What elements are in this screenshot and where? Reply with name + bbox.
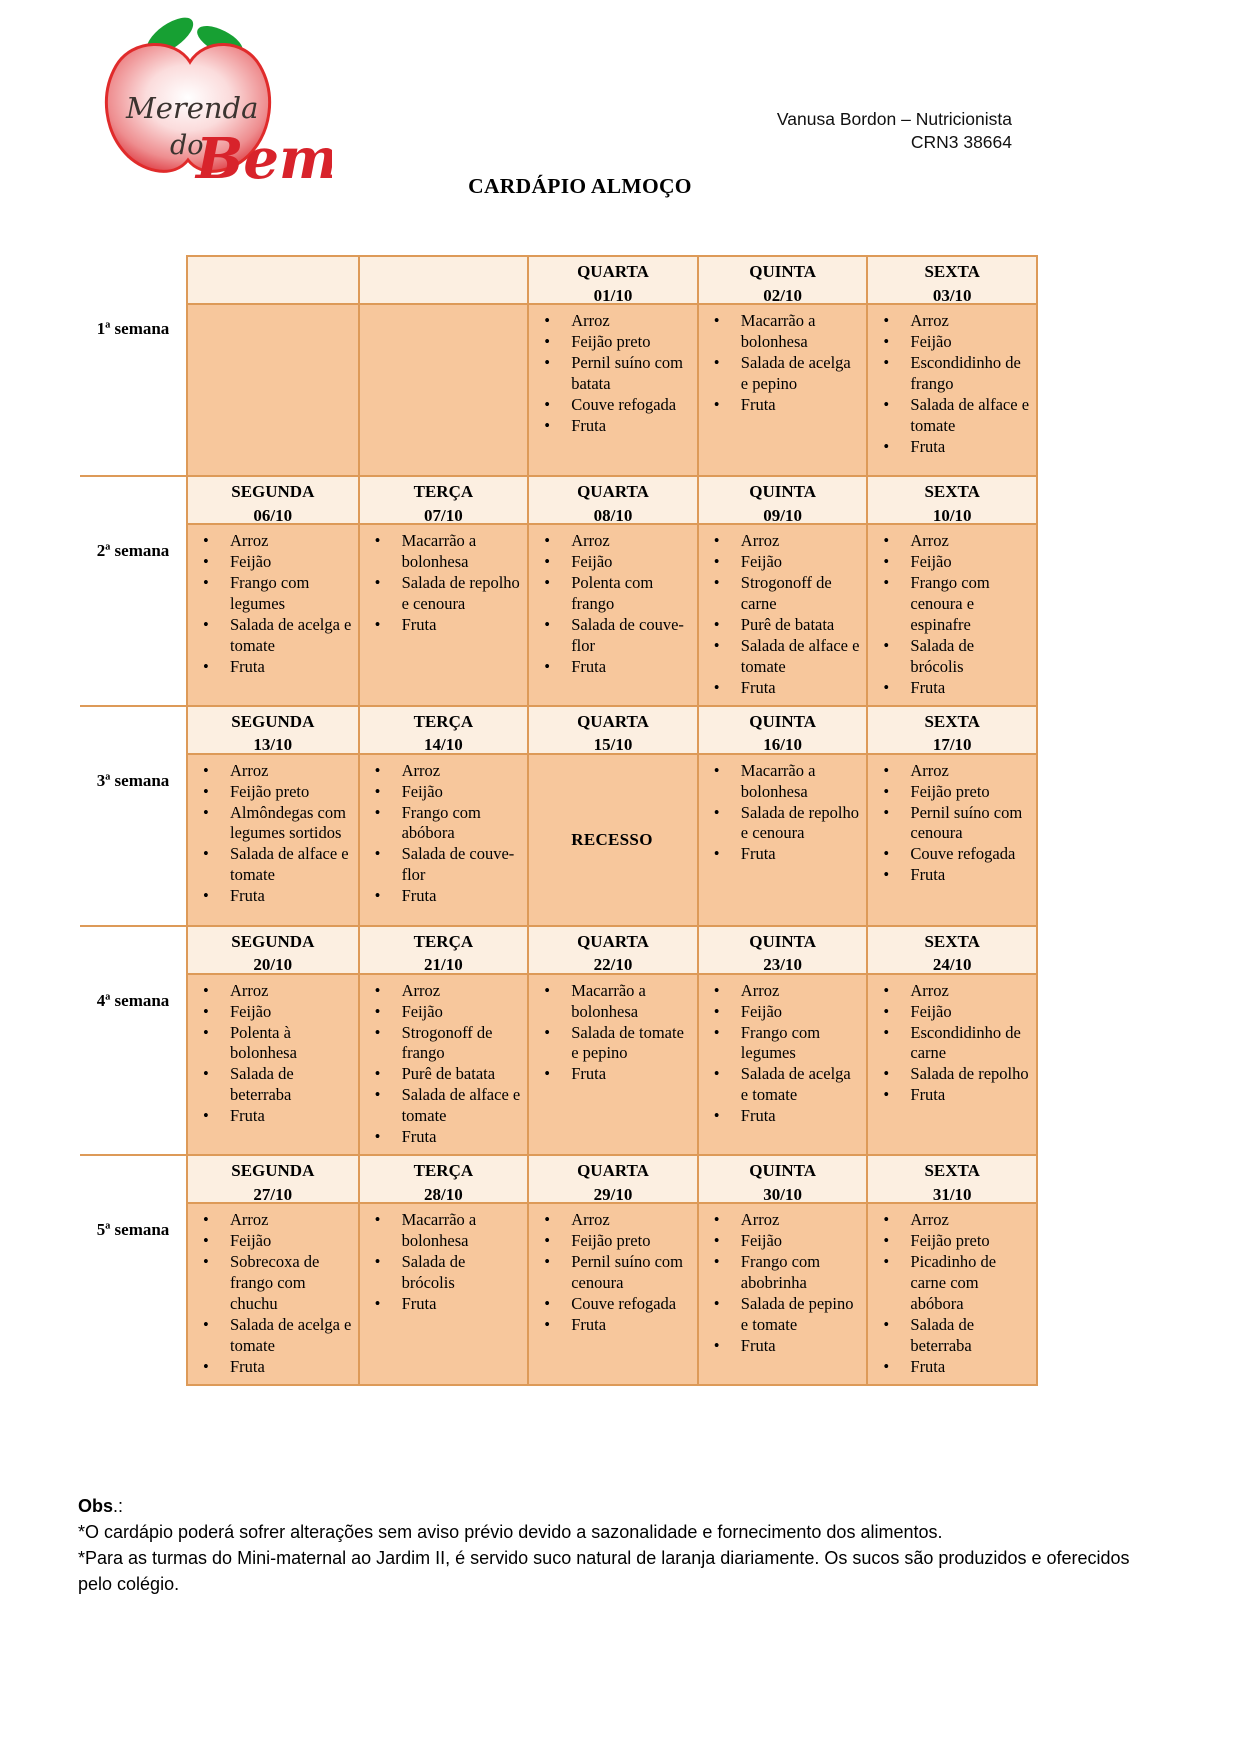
- day-date: 07/10: [424, 505, 463, 525]
- credit-crn: CRN3 38664: [910, 131, 1012, 152]
- menu-item: • Salada de alface e tomate: [188, 844, 356, 886]
- day-header-cell: [188, 257, 358, 305]
- day-header-cell: [358, 707, 528, 755]
- day-date: 16/10: [763, 735, 802, 755]
- menu-item: • Arroz: [188, 1210, 356, 1231]
- day-header-cell: [527, 707, 697, 755]
- day-header-cell: [866, 927, 1036, 975]
- menu-item: • Pernil suíno com batata: [529, 353, 695, 395]
- menu-item: • Salada de repolho: [868, 1064, 1034, 1085]
- day-header-cell: [697, 1156, 867, 1204]
- menu-item: • Salada de alface e tomate: [699, 636, 865, 678]
- menu-item: • Arroz: [699, 981, 865, 1002]
- menu-list: [529, 311, 695, 437]
- day-name: TERÇA: [413, 1161, 474, 1181]
- notes-heading: [78, 1493, 1166, 1519]
- day-name: QUINTA: [749, 1161, 816, 1181]
- menu-list: [529, 1210, 695, 1336]
- menu-item: • Purê de batata: [699, 615, 865, 636]
- day-name: SEGUNDA: [231, 931, 315, 951]
- day-name: SEXTA: [924, 262, 980, 281]
- menu-item: • Arroz: [188, 531, 356, 552]
- menu-cell: [358, 525, 528, 705]
- menu-item: • Salada de brócolis: [360, 1252, 526, 1294]
- menu-cell: [866, 755, 1036, 925]
- menu-item: • Salada de pepino e tomate: [699, 1294, 865, 1336]
- day-header-cell: [866, 477, 1036, 525]
- menu-item: • Arroz: [529, 311, 695, 332]
- logo-word-bem: Bem: [196, 126, 332, 190]
- menu-item: • Fruta: [699, 395, 865, 416]
- menu-item: • Feijão: [360, 1002, 526, 1023]
- day-header-cell: [697, 707, 867, 755]
- menu-cell: [697, 975, 867, 1155]
- menu-list: [868, 531, 1034, 699]
- menu-cell: [866, 975, 1036, 1155]
- day-name: QUINTA: [749, 711, 816, 731]
- day-date: 31/10: [932, 1185, 972, 1205]
- menu-item: • Feijão preto: [188, 782, 356, 803]
- menu-item: • Salada de couve-flor: [360, 844, 526, 886]
- menu-item: • Arroz: [360, 981, 526, 1002]
- menu-item: • Almôndegas com legumes sortidos: [188, 803, 356, 845]
- menu-item: • Fruta: [188, 1106, 356, 1127]
- menu-cell: [188, 525, 358, 705]
- menu-item: • Feijão preto: [529, 332, 695, 353]
- day-date: 29/10: [593, 1185, 633, 1205]
- day-date: 17/10: [932, 735, 972, 755]
- menu-list: [360, 531, 526, 636]
- day-header-cell: [866, 257, 1036, 305]
- week-row: [80, 705, 1038, 925]
- menu-item: • Pernil suíno com cenoura: [868, 803, 1034, 845]
- menu-item: • Couve refogada: [868, 844, 1034, 865]
- special-label: RECESSO: [571, 829, 653, 849]
- menu-item: • Feijão: [188, 1231, 356, 1252]
- menu-cell: [188, 1204, 358, 1384]
- menu-cell: [188, 305, 358, 475]
- day-name: QUARTA: [577, 1161, 649, 1181]
- credit-name: Vanusa Bordon – Nutricionista: [776, 109, 1012, 129]
- day-name: SEXTA: [924, 1161, 980, 1181]
- menu-cell: [697, 305, 867, 475]
- day-name: SEGUNDA: [231, 1161, 315, 1181]
- menu-cell: [697, 1204, 867, 1384]
- menu-item: • Fruta: [699, 1106, 865, 1127]
- day-name: QUINTA: [749, 262, 816, 281]
- menu-cell: [188, 755, 358, 925]
- menu-cell: [358, 305, 528, 475]
- day-header-cell: [866, 707, 1036, 755]
- day-header-cell: [697, 477, 867, 525]
- menu-item: • Escondidinho de carne: [868, 1023, 1034, 1065]
- menu-list: [188, 761, 356, 908]
- menu-list: [868, 981, 1034, 1107]
- menu-item: • Feijão: [699, 552, 865, 573]
- menu-item: • Fruta: [360, 615, 526, 636]
- day-name: SEXTA: [924, 931, 980, 951]
- day-header-cell: [527, 927, 697, 975]
- menu-list: [529, 531, 695, 678]
- menu-item: • Feijão preto: [868, 782, 1034, 803]
- menu-item: • Fruta: [188, 886, 356, 907]
- menu-item: • Salada de beterraba: [868, 1315, 1034, 1357]
- menu-cell: [527, 975, 697, 1155]
- menu-item: • Salada de alface e tomate: [360, 1085, 526, 1127]
- week-grid: [186, 705, 1038, 925]
- week-row: [80, 475, 1038, 705]
- menu-item: • Salada de acelga e tomate: [188, 1315, 356, 1357]
- logo-word-merenda: Merenda: [126, 91, 259, 125]
- day-name: SEXTA: [924, 482, 980, 501]
- day-date: 27/10: [253, 1185, 293, 1205]
- menu-list: [868, 311, 1034, 458]
- week-row: [80, 255, 1038, 475]
- menu-item: • Arroz: [188, 761, 356, 782]
- day-header-cell: [527, 477, 697, 525]
- menu-cell: [188, 975, 358, 1155]
- menu-item: • Salada de acelga e pepino: [699, 353, 865, 395]
- menu-list: [188, 981, 356, 1128]
- day-name: QUARTA: [577, 931, 649, 951]
- menu-list: [360, 761, 526, 908]
- menu-cell: [527, 755, 697, 925]
- menu-item: • Picadinho de carne com abóbora: [868, 1252, 1034, 1315]
- day-header-cell: [358, 477, 528, 525]
- week-grid: [186, 1154, 1038, 1386]
- day-date: 22/10: [593, 955, 633, 975]
- menu-item: • Salada de tomate e pepino: [529, 1023, 695, 1065]
- menu-list: [360, 1210, 526, 1315]
- menu-item: • Salada de alface e tomate: [868, 395, 1034, 437]
- day-header-cell: [358, 1156, 528, 1204]
- menu-cell: [527, 525, 697, 705]
- menu-cell: [358, 755, 528, 925]
- menu-item: • Frango com legumes: [699, 1023, 865, 1065]
- menu-item: • Macarrão a bolonhesa: [529, 981, 695, 1023]
- menu-list: [529, 981, 695, 1086]
- menu-item: • Feijão: [188, 1002, 356, 1023]
- day-name: QUARTA: [577, 482, 649, 501]
- menu-item: • Fruta: [529, 657, 695, 678]
- menu-list: [699, 1210, 865, 1357]
- menu-cell: [866, 525, 1036, 705]
- menu-item: • Arroz: [360, 761, 526, 782]
- menu-cell: [697, 525, 867, 705]
- menu-item: • Arroz: [868, 1210, 1034, 1231]
- menu-item: • Fruta: [529, 1315, 695, 1336]
- day-date: 28/10: [424, 1185, 463, 1205]
- menu-list: [699, 761, 865, 866]
- menu-item: • Fruta: [868, 678, 1034, 699]
- menu-item: • Arroz: [868, 311, 1034, 332]
- menu-item: • Feijão: [868, 552, 1034, 573]
- menu-list: [868, 761, 1034, 887]
- menu-list: [360, 981, 526, 1149]
- day-name: QUARTA: [577, 711, 649, 731]
- menu-cell: [697, 755, 867, 925]
- day-date: 14/10: [424, 735, 463, 755]
- menu-item: • Macarrão a bolonhesa: [699, 311, 865, 353]
- menu-item: • Arroz: [188, 981, 356, 1002]
- menu-item: • Arroz: [868, 761, 1034, 782]
- menu-item: • Polenta à bolonhesa: [188, 1023, 356, 1065]
- menu-item: • Fruta: [699, 1336, 865, 1357]
- notes-heading-rest: .:: [113, 1496, 124, 1516]
- menu-item: • Fruta: [360, 886, 526, 907]
- menu-item: • Salada de brócolis: [868, 636, 1034, 678]
- day-header-cell: [697, 927, 867, 975]
- day-header-cell: [527, 1156, 697, 1204]
- day-name: SEGUNDA: [231, 482, 315, 501]
- menu-item: • Macarrão a bolonhesa: [699, 761, 865, 803]
- menu-item: • Frango com abóbora: [360, 803, 526, 845]
- menu-item: • Feijão: [868, 1002, 1034, 1023]
- menu-table: [80, 255, 1038, 1386]
- day-name: TERÇA: [413, 711, 474, 731]
- note-line-2: *Para as turmas do Mini-maternal ao Jardim II, é servido suco natural de laranja diariamente. Os sucos são produzidos e oferecidos pelo colégio.: [78, 1548, 1130, 1595]
- menu-item: • Strogonoff de carne: [699, 573, 865, 615]
- notes-heading-bold: Obs: [78, 1496, 114, 1516]
- menu-item: • Fruta: [360, 1127, 526, 1148]
- note-line-1: *O cardápio poderá sofrer alterações sem aviso prévio devido a sazonalidade e fornecimento dos alimentos.: [78, 1522, 943, 1543]
- menu-cell: [866, 305, 1036, 475]
- menu-item: • Fruta: [529, 1064, 695, 1085]
- week-label: 1ª semana: [80, 255, 186, 475]
- menu-item: • Frango com legumes: [188, 573, 356, 615]
- menu-item: • Feijão preto: [868, 1231, 1034, 1252]
- menu-item: • Escondidinho de frango: [868, 353, 1034, 395]
- day-header-cell: [188, 477, 358, 525]
- menu-item: • Feijão: [529, 552, 695, 573]
- week-grid: [186, 255, 1038, 475]
- logo-word-do: do: [170, 130, 204, 161]
- menu-list: [699, 981, 865, 1128]
- week-label: 5ª semana: [80, 1154, 186, 1386]
- day-date: 23/10: [763, 955, 802, 975]
- day-date: 10/10: [932, 505, 972, 525]
- menu-cell: [527, 1204, 697, 1384]
- menu-item: • Salada de repolho e cenoura: [699, 803, 865, 845]
- menu-item: • Feijão: [699, 1231, 865, 1252]
- page-title: CARDÁPIO ALMOÇO: [468, 174, 692, 198]
- menu-item: • Feijão preto: [529, 1231, 695, 1252]
- day-header-cell: [697, 257, 867, 305]
- menu-item: • Macarrão a bolonhesa: [360, 1210, 526, 1252]
- menu-item: • Salada de couve-flor: [529, 615, 695, 657]
- menu-cell: [866, 1204, 1036, 1384]
- day-header-cell: [527, 257, 697, 305]
- week-label: 2ª semana: [80, 475, 186, 705]
- menu-item: • Arroz: [529, 1210, 695, 1231]
- menu-item: • Couve refogada: [529, 1294, 695, 1315]
- menu-item: • Pernil suíno com cenoura: [529, 1252, 695, 1294]
- menu-item: • Arroz: [868, 981, 1034, 1002]
- menu-item: • Couve refogada: [529, 395, 695, 416]
- menu-item: • Frango com cenoura e espinafre: [868, 573, 1034, 636]
- menu-list: [188, 531, 356, 678]
- day-date: 13/10: [253, 735, 293, 755]
- menu-list: [699, 311, 865, 416]
- menu-item: • Salada de repolho e cenoura: [360, 573, 526, 615]
- day-date: 06/10: [253, 505, 293, 525]
- menu-item: • Arroz: [699, 1210, 865, 1231]
- menu-item: • Feijão: [699, 1002, 865, 1023]
- footer-notes: [78, 1493, 1166, 1597]
- day-date: 20/10: [253, 955, 293, 975]
- menu-item: • Macarrão a bolonhesa: [360, 531, 526, 573]
- menu-item: • Arroz: [699, 531, 865, 552]
- week-label: 3ª semana: [80, 705, 186, 925]
- day-date: 09/10: [763, 505, 802, 525]
- menu-list: [188, 1210, 356, 1378]
- day-date: 01/10: [593, 285, 633, 305]
- menu-cell: [527, 305, 697, 475]
- day-date: 02/10: [763, 285, 802, 305]
- week-grid: [186, 925, 1038, 1155]
- day-name: QUINTA: [749, 931, 816, 951]
- menu-item: • Fruta: [529, 416, 695, 437]
- day-name: QUINTA: [749, 482, 816, 501]
- day-date: 03/10: [932, 285, 972, 305]
- menu-item: • Frango com abobrinha: [699, 1252, 865, 1294]
- menu-item: • Arroz: [868, 531, 1034, 552]
- day-date: 21/10: [424, 955, 463, 975]
- week-label: 4ª semana: [80, 925, 186, 1155]
- menu-item: • Fruta: [868, 437, 1034, 458]
- menu-item: • Fruta: [868, 1357, 1034, 1378]
- day-name: TERÇA: [413, 931, 474, 951]
- menu-item: • Sobrecoxa de frango com chuchu: [188, 1252, 356, 1315]
- day-name: SEXTA: [924, 711, 980, 731]
- menu-cell: [358, 1204, 528, 1384]
- menu-item: • Fruta: [188, 657, 356, 678]
- menu-item: • Feijão: [360, 782, 526, 803]
- week-row: [80, 925, 1038, 1155]
- menu-cell: [358, 975, 528, 1155]
- menu-item: • Feijão: [868, 332, 1034, 353]
- menu-item: • Fruta: [188, 1357, 356, 1378]
- apple-logo-graphic: [70, 8, 332, 190]
- day-header-cell: [358, 257, 528, 305]
- menu-list: [699, 531, 865, 699]
- menu-item: • Feijão: [188, 552, 356, 573]
- day-header-cell: [188, 927, 358, 975]
- day-header-cell: [188, 707, 358, 755]
- day-name: TERÇA: [413, 482, 474, 501]
- menu-item: • Fruta: [699, 844, 865, 865]
- day-date: 15/10: [593, 735, 633, 755]
- menu-list: [868, 1210, 1034, 1378]
- menu-item: • Fruta: [360, 1294, 526, 1315]
- menu-item: • Fruta: [699, 678, 865, 699]
- day-name: SEGUNDA: [231, 711, 315, 731]
- week-grid: [186, 475, 1038, 705]
- week-row: [80, 1154, 1038, 1386]
- menu-item: • Polenta com frango: [529, 573, 695, 615]
- day-date: 24/10: [932, 955, 972, 975]
- menu-item: • Strogonoff de frango: [360, 1023, 526, 1065]
- menu-item: • Salada de beterraba: [188, 1064, 356, 1106]
- day-header-cell: [358, 927, 528, 975]
- menu-item: • Salada de acelga e tomate: [188, 615, 356, 657]
- nutritionist-credit: [777, 108, 1012, 154]
- day-header-cell: [866, 1156, 1036, 1204]
- day-date: 08/10: [593, 505, 633, 525]
- day-date: 30/10: [763, 1185, 802, 1205]
- menu-item: • Fruta: [868, 1085, 1034, 1106]
- menu-item: • Arroz: [529, 531, 695, 552]
- menu-item: • Fruta: [868, 865, 1034, 886]
- day-header-cell: [188, 1156, 358, 1204]
- menu-item: • Salada de acelga e tomate: [699, 1064, 865, 1106]
- merenda-do-bem-logo: [70, 8, 332, 190]
- menu-item: • Purê de batata: [360, 1064, 526, 1085]
- day-name: QUARTA: [577, 262, 649, 281]
